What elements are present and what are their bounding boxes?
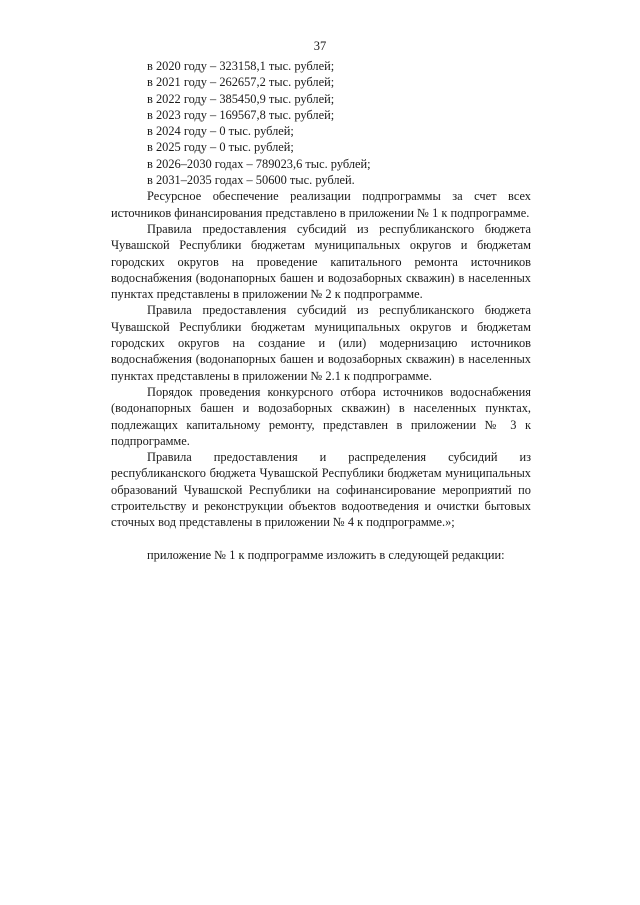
funding-year-line: в 2024 году – 0 тыс. рублей; [147, 124, 294, 139]
appendix-instruction-paragraph: приложение № 1 к подпрограмме изложить в следующей редакции: [147, 547, 505, 562]
funding-year-line: в 2026–2030 годах – 789023,6 тыс. рублей; [147, 156, 371, 171]
funding-year-line: в 2031–2035 годах – 50600 тыс. рублей. [147, 173, 355, 188]
resource-provision-paragraph: Ресурсное обеспечение реализации подпрограммы за счет всех источников финансирования представлено в приложении № 1 к подпрограмме. [111, 189, 531, 220]
funding-by-year-list [111, 58, 531, 188]
funding-year-line: в 2022 году – 385450,9 тыс. рублей; [147, 91, 335, 106]
funding-year-line: в 2025 году – 0 тыс. рублей; [147, 140, 294, 155]
sewage-subsidy-rules-paragraph: Правила предоставления и распределения субсидий из республиканского бюджета Чувашской Республики бюджетам муниципальных образований Чувашской Республики на софинансирование мероприятий по строительству и реконструкции объектов водоотведения и очистки бытовых сточных вод представлены в приложении № 4 к подпрограмме.»; [111, 450, 531, 530]
funding-year-line: в 2023 году – 169567,8 тыс. рублей; [147, 107, 335, 122]
page-content [111, 58, 531, 563]
subsidy-rules-modernization-paragraph: Правила предоставления субсидий из республиканского бюджета Чувашской Республики бюджетам муниципальных округов и бюджетам городских округов на создание и (или) модернизацию источников водоснабжения (водонапорных башен и водозаборных скважин) в населенных пунктах представлены в приложении № 2.1 к подпрограмме. [111, 303, 531, 383]
page-number: 37 [313, 39, 327, 53]
funding-year-line: в 2020 году – 323158,1 тыс. рублей; [147, 59, 335, 73]
funding-year-line: в 2021 году – 262657,2 тыс. рублей; [147, 75, 335, 90]
competitive-selection-paragraph: Порядок проведения конкурсного отбора источников водоснабжения (водонапорных башен и водозаборных скважин) в населенных пунктах, подлежащих капитальному ремонту, представлен в приложении № 3 к подпрограмме. [111, 384, 531, 448]
subsidy-rules-repair-paragraph: Правила предоставления субсидий из республиканского бюджета Чувашской Республики бюджетам муниципальных округов и бюджетам городских округов на проведение капитального ремонта источников водоснабжения (водонапорных башен и водозаборных скважин) в населенных пунктах представлены в приложении № 2 к подпрограмме. [111, 221, 531, 302]
